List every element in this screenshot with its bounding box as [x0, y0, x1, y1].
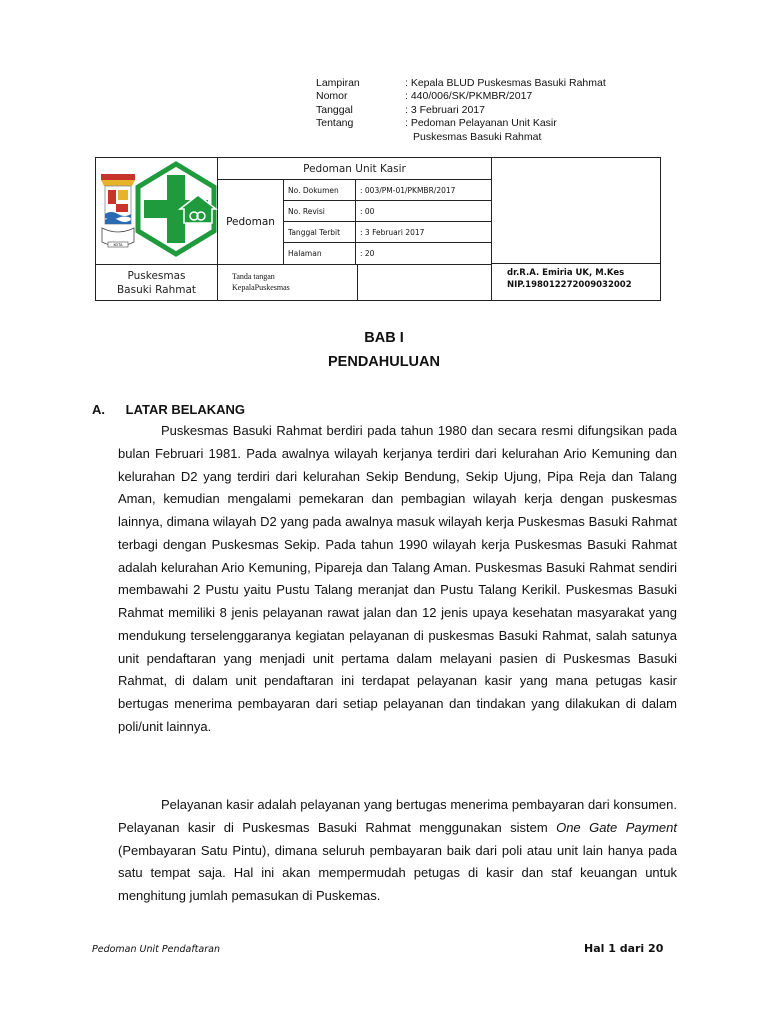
meta-row-revisi	[284, 201, 491, 222]
puskesmas-line1: Puskesmas	[127, 270, 186, 282]
signatory-name: dr.R.A. Emiria UK, M.Kes	[507, 268, 625, 278]
meta-value: : 3 Februari 2017	[360, 228, 425, 237]
nomor-key: Nomor	[316, 90, 348, 103]
tanggal-key: Tanggal	[316, 103, 353, 116]
signatory	[507, 267, 632, 291]
paragraph-2-italic: One Gate Payment	[556, 819, 677, 835]
ttd-line1: Tanda tangan	[232, 272, 275, 281]
section-heading	[92, 402, 245, 417]
meta-row-dokumen	[284, 180, 491, 201]
lampiran-value: : Kepala BLUD Puskesmas Basuki Rahmat	[405, 77, 606, 89]
svg-text:KOTA: KOTA	[113, 243, 123, 247]
meta-value: : 00	[360, 207, 375, 216]
signature-space	[358, 264, 491, 301]
footer-document-name: Pedoman Unit Pendaftaran	[92, 944, 220, 955]
meta-row-tanggal-terbit	[284, 222, 491, 243]
section-title: LATAR BELAKANG	[125, 402, 246, 417]
signature-box	[492, 157, 661, 301]
chapter-title: BAB I	[364, 330, 404, 346]
ttd-line2: KepalaPuskesmas	[232, 283, 290, 292]
tanggal-value: : 3 Februari 2017	[405, 103, 485, 116]
puskesmas-name-cell	[96, 264, 218, 301]
tanggal-row	[316, 104, 673, 117]
tentang-key: Tentang	[316, 117, 354, 130]
nomor-value: : 440/006/SK/PKMBR/2017	[405, 90, 533, 103]
tentang-value: : Pedoman Pelayanan Unit Kasir	[405, 117, 557, 130]
document-header-table	[95, 157, 492, 301]
meta-key: No. Revisi	[288, 207, 325, 216]
nomor-row	[316, 90, 673, 103]
pedoman-label: Pedoman	[218, 180, 284, 264]
footer-page-number: Hal 1 dari 20	[584, 942, 664, 955]
tentang-value-cont: Puskesmas Basuki Rahmat	[413, 130, 542, 143]
signature-label-cell	[218, 264, 358, 301]
lampiran-row	[316, 77, 673, 90]
chapter-subtitle: PENDAHULUAN	[328, 354, 440, 370]
tentang-row-cont	[316, 131, 673, 144]
meta-key: No. Dokumen	[288, 186, 339, 195]
paragraph-1: Puskesmas Basuki Rahmat berdiri pada tahun 1980 dan secara resmi difungsikan pada bulan Februari 1981. Pada awalnya wilayah kerjanya terdiri dari kelurahan Ario Kemuning dan kelurahan D2 yang terdiri dari kelurahan Sekip Bendung, Sekip Ujung, Pipa Reja dan Talang Aman, kemudian mengalami pemekaran dan pembagian wilayah kerja dengan puskesmas lainnya, dimana wilayah D2 yang pada awalnya masuk wilayah kerja Puskesmas Basuki Rahmat terbagi dengan Puskesmas Sekip. Pada tahun 1990 wilayah kerja Puskesmas Basuki Rahmat adalah kelurahan Ario Kemuning, Pipareja dan Talang Aman. Puskesmas Basuki Rahmat sendiri membawahi 2 Pustu yaitu Pustu Talang meranjat dan Pustu Talang Kerikil. Puskesmas Basuki Rahmat memiliki 8 jenis pelayanan rawat jalan dan 12 jenis upaya kesehatan masyarakat yang mendukung terselenggaranya kegiatan pelayanan di puskesmas Basuki Rahmat, salah satunya unit pendaftaran yang menjadi unit pertama dalam melayani pasien di Puskesmas Basuki Rahmat, di dalam unit pendaftaran ini terdapat pelayanan kasir yang mana petugas kasir bertugas menerima pembayaran dari setiap pelayanan dan tindakan yang dilakukan di dalam poli/unit lainnya.	[118, 423, 677, 734]
section-number: A.	[92, 402, 105, 417]
tentang-row	[316, 117, 673, 130]
paragraph-2-text: Pelayanan kasir adalah pelayanan yang bertugas menerima pembayaran dari konsumen. Pelayanan kasir di Puskesmas Basuki Rahmat menggunakan sistem	[118, 797, 677, 835]
lampiran-block	[316, 77, 673, 144]
meta-value: : 20	[360, 249, 375, 258]
signatory-nip: NIP.198012272009032002	[507, 280, 632, 290]
paragraph-2-text-end: (Pembayaran Satu Pintu), dimana seluruh pembayaran baik dari poli atau unit lain hanya pada satu tempat saja. Hal ini akan mempermudah petugas di kasir dan staf keuangan untuk menghitung jumlah pemasukan di Puskemas.	[118, 842, 677, 903]
puskesmas-line2: Basuki Rahmat	[116, 284, 197, 296]
paragraph-2	[118, 794, 677, 908]
lampiran-key: Lampiran	[316, 77, 360, 89]
meta-key: Tanggal Terbit	[288, 228, 341, 237]
meta-row-halaman	[284, 243, 491, 264]
puskesmas-logo-icon	[134, 161, 218, 257]
header-title: Pedoman Unit Kasir	[218, 158, 491, 180]
meta-key: Halaman	[288, 249, 322, 258]
meta-value: : 003/PM-01/PKMBR/2017	[360, 186, 456, 195]
logo-cell	[96, 158, 218, 264]
